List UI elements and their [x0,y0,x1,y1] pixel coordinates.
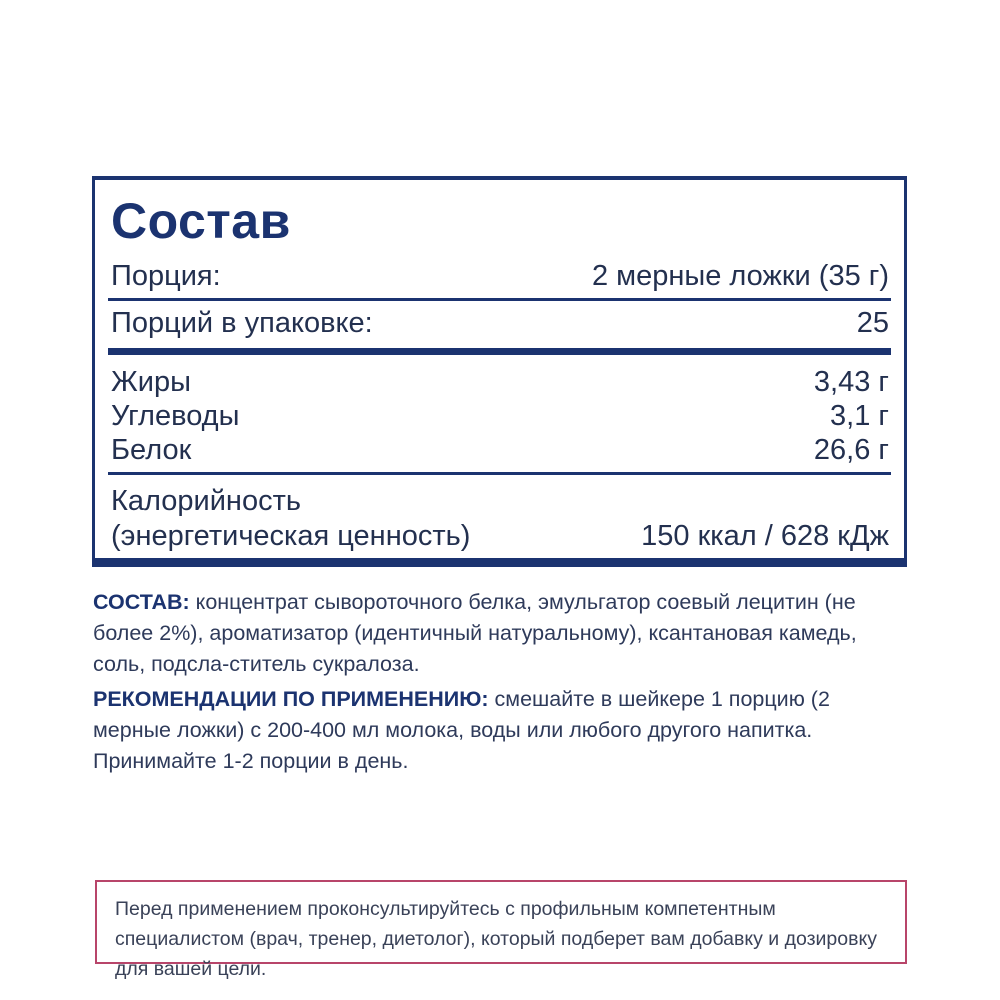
serving-label: Порция: [111,260,221,292]
usage-heading: РЕКОМЕНДАЦИИ ПО ПРИМЕНЕНИЮ: [93,687,489,711]
nutrition-facts-panel [92,176,907,567]
calories-sublabel: (энергетическая ценность) [111,520,471,552]
composition-paragraph [93,587,913,680]
servings-per-pack-label: Порций в упаковке: [111,307,373,339]
composition-text: концентрат сывороточного белка, эмульгатор соевый лецитин (не более 2%), ароматизатор (идентичный натуральному), ксантановая камедь, соль, подсла-ститель сукралоза. [93,590,857,676]
composition-heading: СОСТАВ: [93,590,190,614]
calories-label: Калорийность [111,485,301,517]
nutrient-label: Углеводы [111,400,240,432]
notice-text: Перед применением проконсультируйтесь с профильным компетентным специалистом (врач, тренер, диетолог), который подберет вам добавку и дозировку для вашей цели. [115,898,877,980]
servings-per-pack-value: 25 [856,307,889,339]
nutrient-value: 3,43 г [813,366,889,398]
calories-value: 150 ккал / 628 кДж [641,520,889,552]
serving-value: 2 мерные ложки (35 г) [591,260,889,292]
nutrient-value: 26,6 г [813,434,889,466]
consultation-notice [95,880,907,980]
usage-paragraph [93,684,913,777]
divider-thick [108,348,891,355]
nutrient-label: Белок [111,434,192,466]
divider-thin [108,298,891,301]
nutrient-label: Жиры [111,366,191,398]
usage-text: смешайте в шейкере 1 порцию (2 мерные ложки) с 200-400 мл молока, воды или любого другого напитка. Принимайте 1-2 порции в день. [93,687,830,773]
nutrient-value: 3,1 г [830,400,889,432]
divider-thin [108,472,891,475]
facts-title: Состав [111,193,291,249]
